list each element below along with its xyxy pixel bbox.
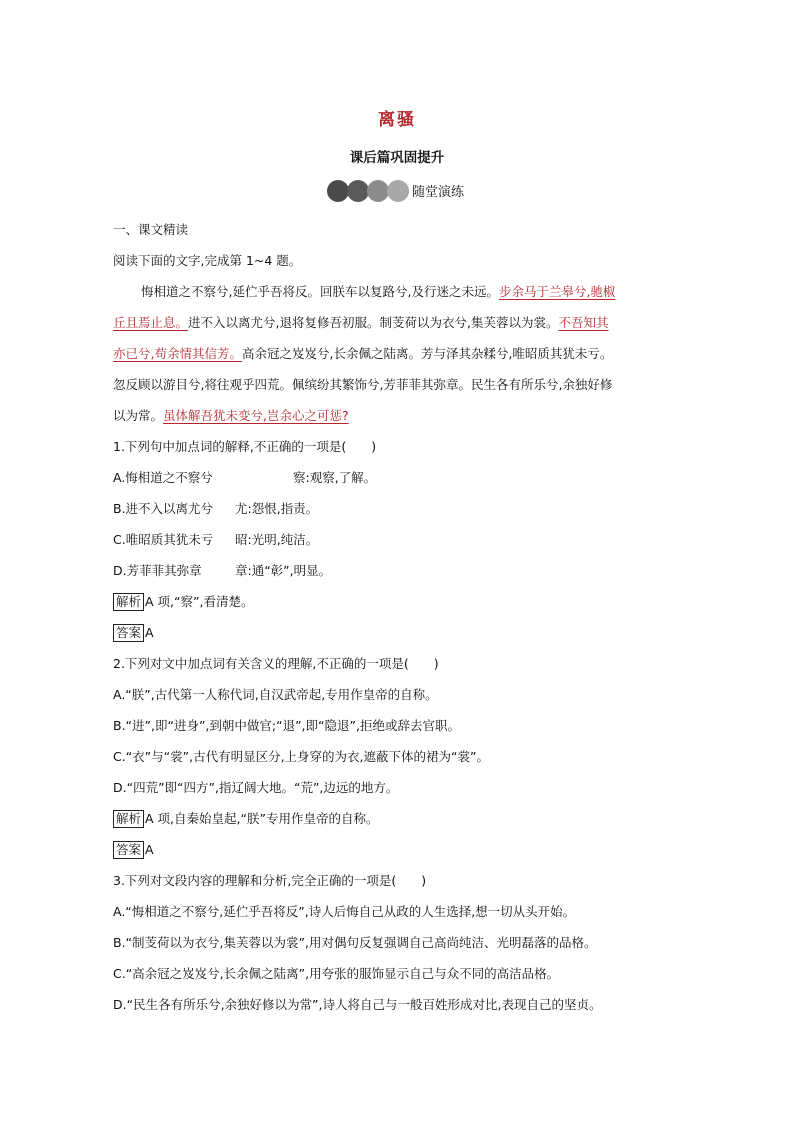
analysis-text: A 项,自秦始皇起,“朕”专用作皇帝的自称。 bbox=[145, 811, 379, 826]
main-content bbox=[113, 214, 683, 1020]
passage-line bbox=[113, 276, 683, 307]
option-c: C.“衣”与“裳”,古代有明显区分,上身穿的为衣,遮蔽下体的裙为“裳”。 bbox=[113, 749, 489, 764]
underlined-text: 丘且焉止息。 bbox=[113, 315, 189, 330]
question-2 bbox=[113, 648, 683, 865]
option-d: D.“民生各有所乐兮,余独好修以为常”,诗人将自己与一般百姓形成对比,表现自己的坚贞。 bbox=[113, 997, 602, 1012]
passage-text: 以为常。 bbox=[113, 408, 164, 423]
option-a: A.“悔相道之不察兮,延伫乎吾将反”,诗人后悔自己从政的人生选择,想一切从头开始。 bbox=[113, 904, 576, 919]
analysis-tag: 解析 bbox=[113, 810, 144, 828]
passage-text: 悔相道之不察兮,延伫乎吾将反。回朕车以复路兮,及行迷之未远。 bbox=[141, 284, 499, 299]
dot-icon bbox=[387, 180, 409, 202]
option-explanation: 章:通“彰”,明显。 bbox=[235, 563, 332, 578]
dot-icon bbox=[327, 180, 349, 202]
answer-text: A bbox=[145, 625, 154, 640]
page-subtitle: 课后篇巩固提升 bbox=[349, 150, 445, 166]
dot-icon bbox=[347, 180, 369, 202]
answer-line bbox=[113, 617, 683, 648]
option-b bbox=[113, 493, 683, 524]
question-stem: 2.下列对文中加点词有关含义的理解,不正确的一项是( ) bbox=[113, 656, 439, 671]
dot-icon bbox=[367, 180, 389, 202]
underlined-text: 亦已兮,苟余情其信芳。 bbox=[113, 346, 242, 361]
practice-label: 随堂演练 bbox=[412, 185, 465, 200]
answer-text: A bbox=[145, 842, 154, 857]
underlined-text: 步余马于兰皋兮,驰椒 bbox=[498, 284, 616, 299]
passage-text: 高余冠之岌岌兮,长余佩之陆离。芳与泽其杂糅兮,唯昭质其犹未亏。 bbox=[241, 346, 613, 361]
option-c bbox=[113, 524, 683, 555]
option-explanation: 昭:光明,纯洁。 bbox=[235, 532, 319, 547]
instruction: 阅读下面的文字,完成第 1~4 题。 bbox=[113, 253, 302, 268]
analysis-line bbox=[113, 586, 683, 617]
option-d bbox=[113, 555, 683, 586]
option-sentence: B.进不入以离尤兮 bbox=[113, 501, 214, 516]
option-d: D.“四荒”即“四方”,指辽阔大地。“荒”,边远的地方。 bbox=[113, 780, 399, 795]
option-sentence: D.芳菲菲其弥章 bbox=[113, 563, 202, 578]
option-b: B.“进”,即“进身”,到朝中做官;“退”,即“隐退”,拒绝或辞去官职。 bbox=[113, 718, 460, 733]
option-sentence: C.唯昭质其犹未亏 bbox=[113, 532, 214, 547]
option-a bbox=[113, 462, 683, 493]
question-3 bbox=[113, 865, 683, 1020]
option-c: C.“高余冠之岌岌兮,长余佩之陆离”,用夸张的服饰显示自己与众不同的高洁品格。 bbox=[113, 966, 560, 981]
question-1 bbox=[113, 431, 683, 648]
option-explanation: 尤:怨恨,指责。 bbox=[235, 501, 319, 516]
question-stem: 1.下列句中加点词的解释,不正确的一项是( ) bbox=[113, 439, 377, 454]
progress-dots-icon bbox=[327, 180, 411, 202]
analysis-tag: 解析 bbox=[113, 593, 144, 611]
answer-line bbox=[113, 834, 683, 865]
analysis-text: A 项,“察”,看清楚。 bbox=[145, 594, 254, 609]
passage bbox=[113, 276, 683, 431]
analysis-line bbox=[113, 803, 683, 834]
section-heading: 一、课文精读 bbox=[113, 222, 189, 237]
underlined-text: 虽体解吾犹未变兮,岂余心之可惩? bbox=[163, 408, 349, 423]
answer-tag: 答案 bbox=[113, 841, 144, 859]
option-explanation: 察:观察,了解。 bbox=[293, 470, 377, 485]
underlined-text: 不吾知其 bbox=[558, 315, 609, 330]
passage-text: 进不入以离尤兮,退将复修吾初服。制芰荷以为衣兮,集芙蓉以为裳。 bbox=[188, 315, 559, 330]
question-stem: 3.下列对文段内容的理解和分析,完全正确的一项是( ) bbox=[113, 873, 427, 888]
option-a: A.“朕”,古代第一人称代词,自汉武帝起,专用作皇帝的自称。 bbox=[113, 687, 438, 702]
passage-line bbox=[113, 400, 683, 431]
passage-line bbox=[113, 307, 683, 338]
option-sentence: A.悔相道之不察兮 bbox=[113, 470, 213, 485]
answer-tag: 答案 bbox=[113, 624, 144, 642]
passage-line: 忽反顾以游目兮,将往观乎四荒。佩缤纷其繁饰兮,芳菲菲其弥章。民生各有所乐兮,余独好修 bbox=[113, 377, 613, 392]
page-title: 离骚 bbox=[378, 110, 416, 130]
passage-line bbox=[113, 338, 683, 369]
practice-header bbox=[327, 176, 464, 202]
option-b: B.“制芰荷以为衣兮,集芙蓉以为裳”,用对偶句反复强调自己高尚纯洁、光明磊落的品格。 bbox=[113, 935, 597, 950]
